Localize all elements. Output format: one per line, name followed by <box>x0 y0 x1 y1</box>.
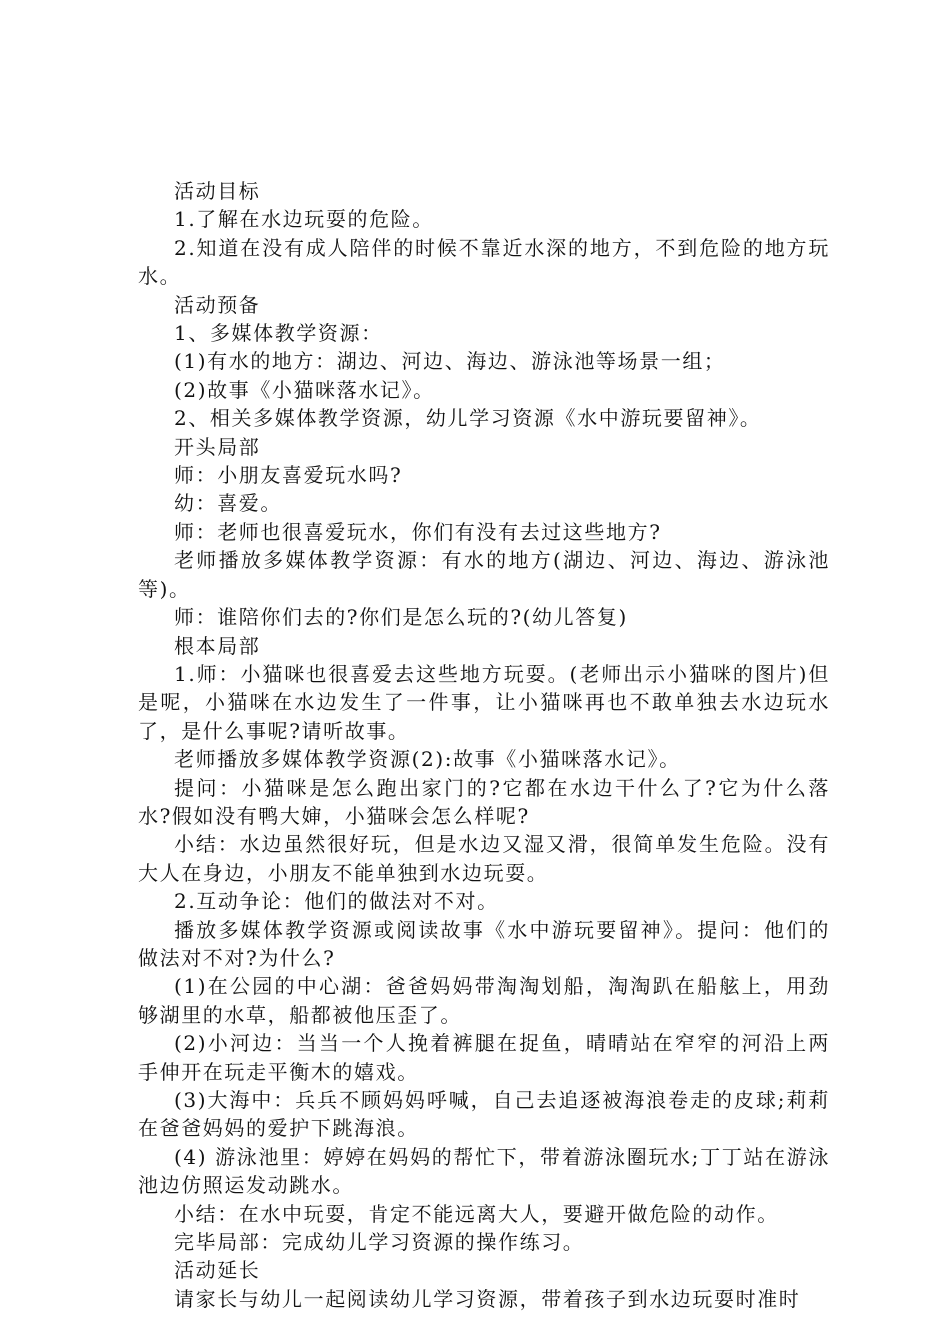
paragraph: 2.知道在没有成人陪伴的时候不靠近水深的地方，不到危险的地方玩水。 <box>138 235 830 289</box>
paragraph: 老师播放多媒体教学资源：有水的地方(湖边、河边、海边、游泳池等)。 <box>138 548 830 601</box>
paragraph: 请家长与幼儿一起阅读幼儿学习资源，带着孩子到水边玩耍时准时 <box>174 1286 801 1311</box>
section-heading-activity-goals: 活动目标 <box>174 179 261 203</box>
paragraph: 师：谁陪你们去的?你们是怎么玩的?(幼儿答复) <box>174 605 628 630</box>
paragraph: 完毕局部：完成幼儿学习资源的操作练习。 <box>174 1230 585 1255</box>
paragraph: 1.了解在水边玩耍的危险。 <box>174 207 434 232</box>
paragraph: 师：老师也很喜爱玩水，你们有没有去过这些地方? <box>174 519 662 544</box>
section-heading-activity-prep: 活动预备 <box>174 292 261 317</box>
paragraph: (2)小河边：当当一个人挽着裤腿在捉鱼，晴晴站在窄窄的河沿上两手伸开在玩走平衡木的嬉戏。 <box>138 1031 830 1084</box>
paragraph: 1、多媒体教学资源： <box>174 321 383 346</box>
paragraph: 小结：在水中玩耍，肯定不能远离大人，要避开做危险的动作。 <box>174 1201 779 1226</box>
paragraph: (2)故事《小猫咪落水记》。 <box>174 377 435 402</box>
paragraph: 提问：小猫咪是怎么跑出家门的?它都在水边干什么了?它为什么落水?假如没有鸭大婶，小猫咪会怎么样呢? <box>138 775 830 828</box>
paragraph: (1)有水的地方：湖边、河边、海边、游泳池等场景一组； <box>174 349 726 374</box>
paragraph: (1)在公园的中心湖：爸爸妈妈带淘淘划船，淘淘趴在船舷上，用劲够湖里的水草，船都被他压歪了。 <box>138 974 830 1027</box>
paragraph: 小结：水边虽然很好玩，但是水边又湿又滑，很简单发生危险。没有大人在身边，小朋友不能单独到水边玩耍。 <box>138 832 830 885</box>
paragraph: 幼：喜爱。 <box>174 491 282 516</box>
paragraph: (3)大海中：兵兵不顾妈妈呼喊，自己去追逐被海浪卷走的皮球;莉莉在爸爸妈妈的爱护下跳海浪。 <box>138 1088 830 1141</box>
section-heading-extension: 活动延长 <box>174 1258 261 1283</box>
paragraph: 1.师：小猫咪也很喜爱去这些地方玩耍。(老师出示小猫咪的图片)但是呢，小猫咪在水边发生了一件事，让小猫咪再也不敢单独去水边玩水了，是什么事呢?请听故事。 <box>138 661 830 743</box>
paragraph: 2.互动争论：他们的做法对不对。 <box>174 889 499 914</box>
document-body <box>138 177 830 1313</box>
paragraph: 老师播放多媒体教学资源(2):故事《小猫咪落水记》。 <box>174 747 681 772</box>
section-heading-opening: 开头局部 <box>174 434 261 459</box>
paragraph: (4) 游泳池里：婷婷在妈妈的帮忙下，带着游泳圈玩水;丁丁站在游泳池边仿照运发动跳水。 <box>138 1144 830 1198</box>
paragraph: 播放多媒体教学资源或阅读故事《水中游玩要留神》。提问：他们的做法对不对?为什么? <box>138 917 830 970</box>
section-heading-main-part: 根本局部 <box>174 633 261 658</box>
paragraph: 2、相关多媒体教学资源，幼儿学习资源《水中游玩要留神》。 <box>174 406 762 431</box>
paragraph: 师：小朋友喜爱玩水吗? <box>174 463 403 488</box>
